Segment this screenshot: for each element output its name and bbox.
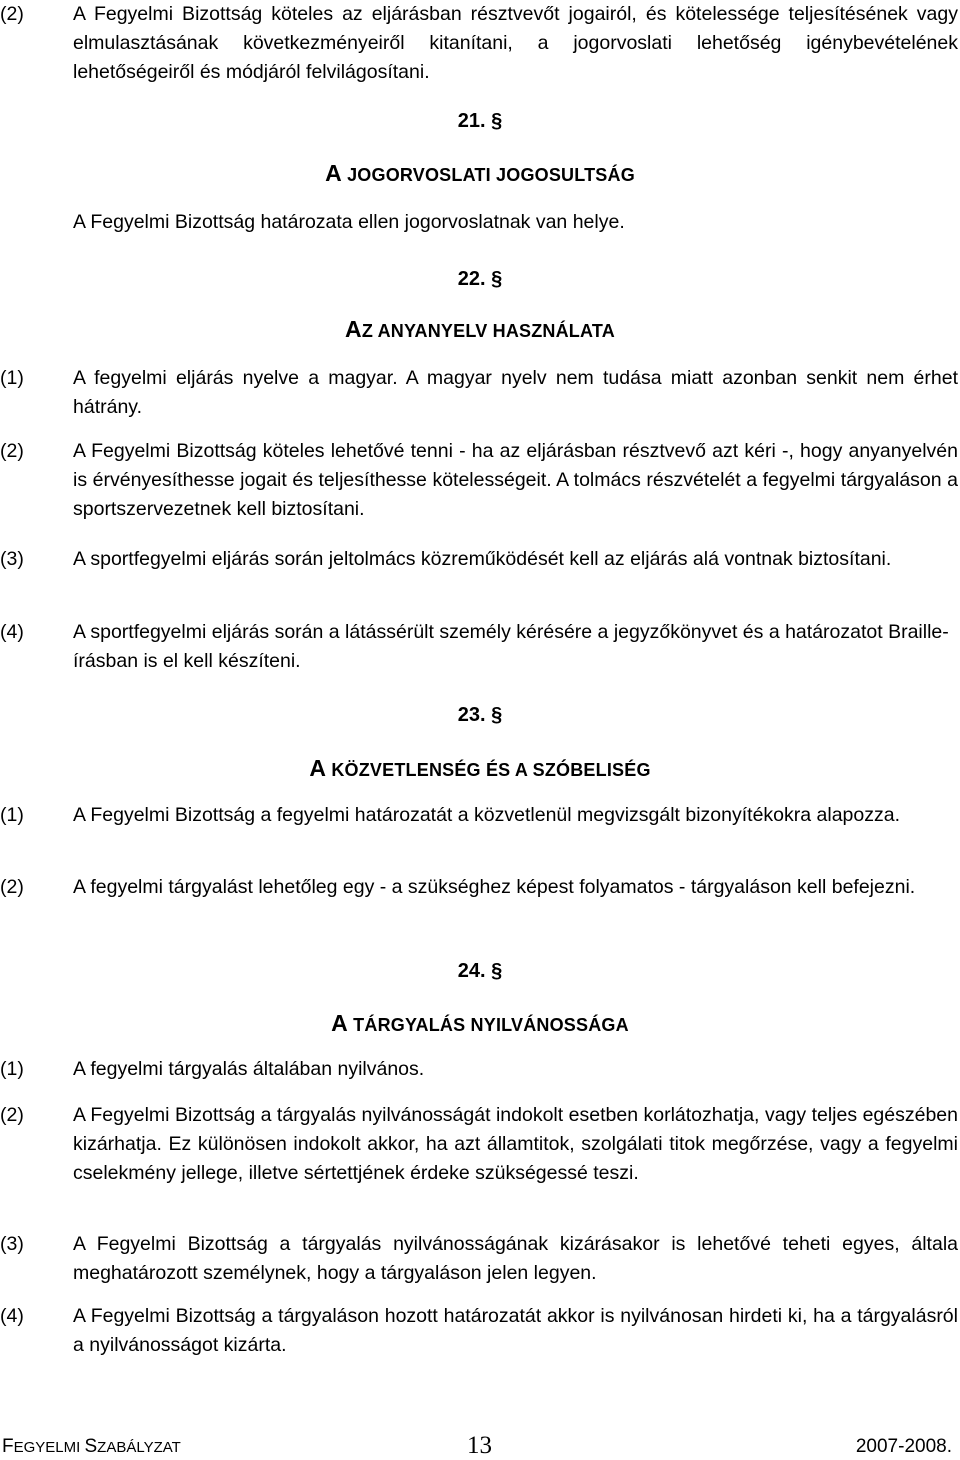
paragraph-text: A sportfegyelmi eljárás során a látássérült személy kérésére a jegyzőkönyvet és a határozatot Braille-írásban is el kell készíteni.: [73, 621, 949, 672]
section-heading-number: 22. §: [457, 268, 503, 290]
section-title: A JOGORVOSLATI JOGOSULTSÁG: [325, 160, 635, 186]
paragraph-text: A Fegyelmi Bizottság köteles lehetővé tenni - ha az eljárásban résztvevő azt kéri -, hogy anyanyelvén is érvényesíthesse jogait és teljesíthesse kötelességeit. A tolmács részvételét a fegyelmi tárgyaláson a sportszervezetnek kell biztosítani.: [73, 440, 958, 520]
paragraph-text: A fegyelmi tárgyalás általában nyilvános.: [73, 1058, 425, 1080]
paragraph-number: (2): [0, 440, 24, 462]
paragraph-number: (4): [0, 621, 24, 643]
section-heading-number: 23. §: [457, 704, 503, 726]
page-number: 13: [467, 1432, 492, 1459]
paragraph-number: (2): [0, 1104, 24, 1126]
paragraph-number: (2): [0, 876, 24, 898]
paragraph-number: (3): [0, 548, 24, 570]
footer-document-title: FEGYELMI SZABÁLYZAT: [2, 1436, 181, 1457]
section-sign-icon: §: [491, 110, 503, 132]
paragraph-text: A Fegyelmi Bizottság köteles az eljárásban résztvevőt jogairól, és kötelessége teljesítésének vagy elmulasztásának következményeiről kitanítani, a jogorvoslati lehetőség igénybevételének lehetőségeiről és módjáról felvilágosítani.: [73, 3, 958, 83]
paragraph-number: (1): [0, 804, 24, 826]
paragraph-number: (1): [0, 367, 24, 389]
section-sign-icon: §: [491, 704, 503, 726]
section-heading-number: 24. §: [457, 960, 503, 982]
paragraph-text: A fegyelmi tárgyalást lehetőleg egy - a szükséghez képest folyamatos - tárgyaláson kell befejezni.: [73, 876, 916, 898]
paragraph-number: (2): [0, 3, 24, 25]
section-sign-icon: §: [491, 960, 503, 982]
paragraph-number: (4): [0, 1305, 24, 1327]
paragraph-text: A Fegyelmi Bizottság a tárgyalás nyilvánosságának kizárásakor is lehetővé teheti egyes, általa meghatározott személynek, hogy a tárgyaláson jelen legyen.: [73, 1233, 958, 1284]
section-title: A KÖZVETLENSÉG ÉS A SZÓBELISÉG: [309, 755, 651, 781]
paragraph-number: (3): [0, 1233, 24, 1255]
paragraph-text: A fegyelmi eljárás nyelve a magyar. A magyar nyelv nem tudása miatt azonban senkit nem érhet hátrány.: [73, 367, 958, 418]
paragraph-text: A Fegyelmi Bizottság a tárgyalás nyilvánosságát indokolt esetben korlátozhatja, vagy teljes egészében kizárhatja. Ez különösen indokolt akkor, ha azt államtitok, szolgálati titok megőrzése, vagy a fegyelmi cselekmény jellege, illetve sértettjének érdeke szükségessé teszi.: [73, 1104, 958, 1184]
section-heading-number: 21. §: [457, 110, 503, 132]
paragraph-text: A sportfegyelmi eljárás során jeltolmács közreműködését kell az eljárás alá vontnak biztosítani.: [73, 548, 892, 570]
paragraph-text: A Fegyelmi Bizottság a fegyelmi határozatát a közvetlenül megvizsgált bizonyítékokra alapozza.: [73, 804, 901, 826]
section-title: A TÁRGYALÁS NYILVÁNOSSÁGA: [331, 1010, 629, 1036]
section-sign-icon: §: [491, 268, 503, 290]
paragraph-text: A Fegyelmi Bizottság a tárgyaláson hozott határozatát akkor is nyilvánosan hirdeti ki, ha a tárgyalásról a nyilvánosságot kizárta.: [73, 1305, 958, 1356]
section-title: AZ ANYANYELV HASZNÁLATA: [345, 316, 615, 342]
section-body-text: A Fegyelmi Bizottság határozata ellen jogorvoslatnak van helye.: [73, 211, 625, 233]
footer-year: 2007-2008.: [855, 1436, 952, 1457]
paragraph-number: (1): [0, 1058, 24, 1080]
